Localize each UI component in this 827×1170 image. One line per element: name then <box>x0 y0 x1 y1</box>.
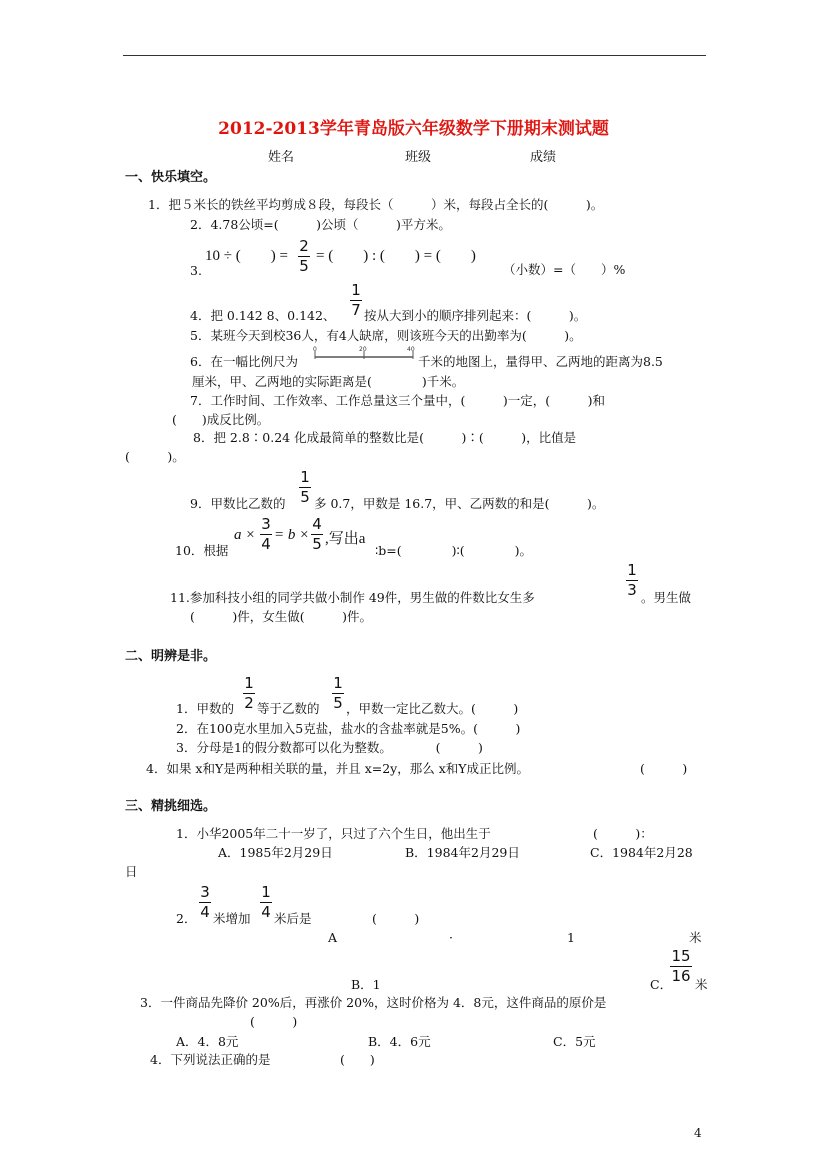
s1-q10-pre: 10．根据 <box>175 543 229 558</box>
s1-q10-frac1: 3 4 <box>261 515 271 553</box>
s3-q3-blank: ( ) <box>250 1014 298 1029</box>
s1-q11-line2: ( )件，女生做( )件。 <box>190 609 373 624</box>
s1-q8-line2: ( )。 <box>125 449 185 464</box>
s1-q6-line2: 厘米，甲、乙两地的实际距离是( )千米。 <box>192 374 465 389</box>
s3-q2-post: 米后是 <box>274 911 312 926</box>
s1-q2: 2．4.78公顷=( )公顷（ )平方米。 <box>190 217 451 232</box>
class-label: 班级 <box>405 150 432 165</box>
s2-q1-frac1: 1 2 <box>244 674 254 712</box>
s3-q1-blank: ( )： <box>593 826 653 841</box>
name-label: 姓名 <box>268 150 295 165</box>
page-title: 2012-2013学年青岛版六年级数学下册期末测试题 <box>218 119 609 139</box>
scale-20: 20 <box>359 346 367 353</box>
s1-q10-frac2: 4 5 <box>312 515 322 553</box>
s1-q10-write: ,写出a <box>325 531 366 547</box>
s2-q2: 2．在100克水里加入5克盐，盐水的含盐率就是5%。( ) <box>176 721 521 736</box>
s3-q4-blank: ( ) <box>340 1052 375 1067</box>
s1-q6-post: 千米的地图上，量得甲、乙两地的距离为8.5 <box>418 354 663 369</box>
s2-q1-frac2: 1 5 <box>333 674 343 712</box>
s2-q3: 3．分母是1的假分数都可以化为整数。 ( ) <box>176 740 483 755</box>
s3-q2-option-b: B．1 <box>351 977 381 992</box>
s3-q1-option-b: B．1984年2月29日 <box>405 845 520 860</box>
s3-q4: 4．下列说法正确的是 <box>150 1052 271 1067</box>
s3-q1-option-a: A．1985年2月29日 <box>218 845 333 860</box>
s1-q3-label: 3. <box>190 263 202 278</box>
s3-q2-frac2: 1 4 <box>261 883 271 921</box>
s1-q7-line2: ( )成反比例。 <box>172 412 270 427</box>
s1-q9-post: 多 0.7，甲数是 16.7，甲、乙两数的和是( )。 <box>314 496 605 511</box>
s3-q2-frac1: 3 4 <box>200 883 210 921</box>
s1-q3-tail: （小数）=（ ）% <box>503 262 626 277</box>
s3-q2-dot: · <box>449 930 453 945</box>
s1-q3-expr2: = ( ) : ( ) = ( ) <box>316 248 476 264</box>
top-rule <box>123 55 706 56</box>
s1-q7: 7．工作时间、工作效率、工作总量这三个量中，( )一定，( )和 <box>190 393 605 408</box>
s1-q4-fraction: 1 7 <box>351 281 361 319</box>
s1-q8: 8．把 2.8∶0.24 化成最简单的整数比是( )∶( )，比值是 <box>193 430 577 445</box>
s2-q4: 4．如果 x和Y是两种相关联的量，并且 x=2y，那么 x和Y成正比例。 <box>146 761 530 776</box>
section-1-heading: 一、快乐填空。 <box>125 170 217 185</box>
scale-0: 0 <box>313 346 317 353</box>
s2-q1-mid: 等于乙数的 <box>257 701 320 716</box>
section-3-heading: 三、精挑细选。 <box>125 799 217 814</box>
s3-q1-option-c: C．1984年2月28 <box>590 845 693 860</box>
s3-q2-option-a: A <box>328 930 338 945</box>
s2-q4-blank: ( ) <box>640 761 688 776</box>
s1-q11-post: 。男生做 <box>641 590 692 605</box>
s3-q2-option-c-unit: 米 <box>695 977 708 992</box>
s3-q3-option-b: B．4．6元 <box>368 1034 431 1049</box>
s2-q1-pre: 1．甲数的 <box>176 701 234 716</box>
s1-q10-mid: = b × <box>274 527 310 543</box>
s3-q2-mi: 米 <box>689 930 702 945</box>
page-number: 4 <box>694 1126 702 1140</box>
section-2-heading: 二、明辨是非。 <box>125 649 217 664</box>
s1-q5: 5．某班今天到校36人，有4人缺席，则该班今天的出勤率为( )。 <box>190 328 582 343</box>
s1-q3-expr: 10 ÷ ( ) = <box>205 248 288 264</box>
s1-q10-post: ∶b=( )∶( )。 <box>375 543 532 558</box>
s3-q1: 1．小华2005年二十一岁了，只过了六个生日，他出生于 <box>176 826 491 841</box>
s1-q4-post: 按从大到小的顺序排列起来：( )。 <box>364 308 587 323</box>
s3-q3: 3．一件商品先降价 20%后，再涨价 20%，这时价格为 4．8元，这件商品的原价是 <box>140 995 607 1010</box>
s3-q2-blank: ( ) <box>372 911 420 926</box>
s1-q3-fraction: 2 5 <box>299 237 309 275</box>
s3-q2-pre: 2． <box>176 911 197 926</box>
s3-q2-mid: 米增加 <box>213 911 251 926</box>
score-label: 成绩 <box>530 150 557 165</box>
s3-q2-option-c: C． <box>650 977 673 992</box>
scale-bar-icon <box>313 345 417 365</box>
scale-40: 40 <box>407 346 415 353</box>
s1-q4-pre: 4．把 0.142 8、0.142、 <box>190 308 336 323</box>
s1-q11-fraction: 1 3 <box>627 561 637 599</box>
s1-q1: 1．把５米长的铁丝平均剪成８段，每段长（ ）米，每段占全长的( )。 <box>148 197 604 212</box>
s3-q3-option-a: A．4．8元 <box>176 1034 239 1049</box>
s3-q2-frac-c: 15 16 <box>671 947 691 985</box>
s1-q11-pre: 11.参加科技小组的同学共做小制作 49件，男生做的件数比女生多 <box>170 590 535 605</box>
s1-q9-pre: 9．甲数比乙数的 <box>190 496 286 511</box>
s1-q10-a: a × <box>234 527 256 543</box>
s3-q1-option-c-cont: 日 <box>125 864 138 879</box>
s2-q1-post: ，甲数一定比乙数大。( ) <box>346 701 519 716</box>
s3-q2-one: 1 <box>567 930 575 945</box>
s1-q6-pre: 6．在一幅比例尺为 <box>190 354 298 369</box>
s1-q9-fraction: 1 5 <box>300 468 310 506</box>
s3-q3-option-c: C．5元 <box>553 1034 596 1049</box>
